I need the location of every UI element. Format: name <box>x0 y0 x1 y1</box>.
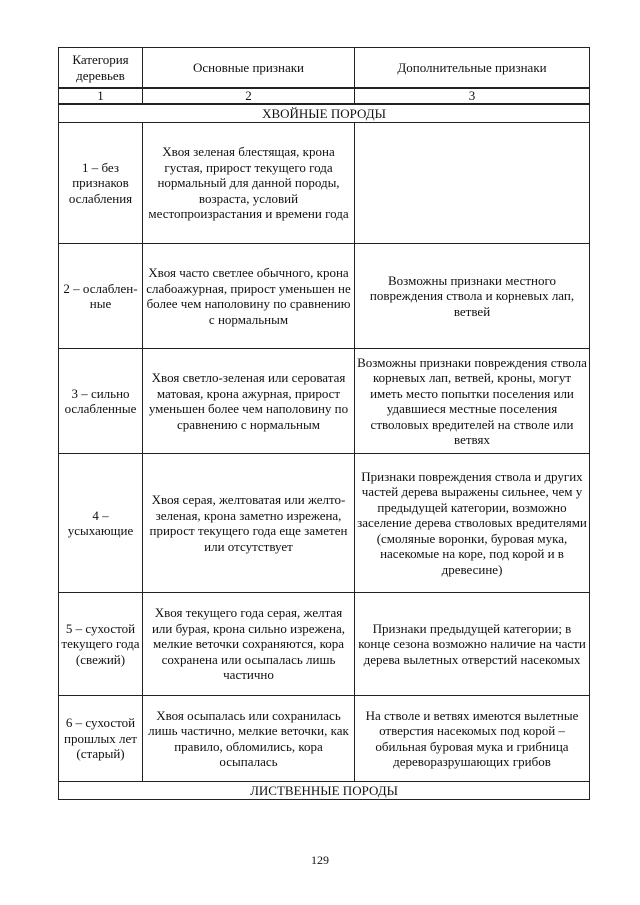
category-cell: 1 – без признаков ослабления <box>59 123 143 244</box>
main-signs-cell: Хвоя осыпалась или сохранилась лишь частично, мелкие веточки, как правило, обломились, кора осыпалась <box>143 696 355 782</box>
section-title-deciduous: ЛИСТВЕННЫЕ ПОРОДЫ <box>59 782 590 800</box>
additional-signs-cell: Признаки предыдущей категории; в конце сезона возможно наличие на части дерева вылетных отверстий насекомых <box>355 593 590 696</box>
main-signs-cell: Хвоя часто светлее обычного, крона слабоажурная, прирост уменьшен не более чем наполовину по сравнению с нормальным <box>143 244 355 349</box>
category-cell: 6 – сухостой прошлых лет (старый) <box>59 696 143 782</box>
table-row <box>59 593 590 696</box>
header-category: Категория деревьев <box>59 48 143 89</box>
additional-signs-cell <box>355 123 590 244</box>
section-row-conifers <box>59 104 590 123</box>
header-main-signs: Основные признаки <box>143 48 355 89</box>
category-cell: 3 – сильно ослабленные <box>59 349 143 454</box>
main-signs-cell: Хвоя серая, желтоватая или желто-зеленая, крона заметно изрежена, прирост текущего года еще заметен или отсутствует <box>143 454 355 593</box>
additional-signs-cell: Признаки повреждения ствола и других частей дерева выражены сильнее, чем у предыдущей категории, возможно заселение дерева стволовых вредителями (смоляные воронки, буровая мука, насекомые на коре, под корой и в древесине) <box>355 454 590 593</box>
table-row <box>59 244 590 349</box>
category-cell: 5 – сухостой текущего года (свежий) <box>59 593 143 696</box>
table-row <box>59 696 590 782</box>
additional-signs-cell: На стволе и ветвях имеются вылетные отверстия насекомых под корой – обильная буровая мука и грибница дереворазрушающих грибов <box>355 696 590 782</box>
column-number: 3 <box>355 88 590 104</box>
table-row <box>59 123 590 244</box>
tree-condition-table <box>58 47 590 800</box>
main-signs-cell: Хвоя текущего года серая, желтая или бурая, крона сильно изрежена, мелкие веточки сохраняются, кора сохранена или осыпалась лишь частично <box>143 593 355 696</box>
main-signs-cell: Хвоя светло-зеленая или сероватая матовая, крона ажурная, прирост уменьшен более чем наполовину по сравнению с нормальным <box>143 349 355 454</box>
main-signs-cell: Хвоя зеленая блестящая, крона густая, прирост текущего года нормальный для данной породы, возраста, условий местопроизрастания и времени года <box>143 123 355 244</box>
header-additional-signs: Дополнительные признаки <box>355 48 590 89</box>
category-cell: 4 – усыхающие <box>59 454 143 593</box>
table-row <box>59 349 590 454</box>
column-number: 1 <box>59 88 143 104</box>
column-number-row <box>59 88 590 104</box>
category-cell: 2 – ослаблен-ные <box>59 244 143 349</box>
additional-signs-cell: Возможны признаки повреждения ствола корневых лап, ветвей, кроны, могут иметь место попытки поселения или удавшиеся местные поселения стволовых вредителей на стволе или ветвях <box>355 349 590 454</box>
section-title-conifers: ХВОЙНЫЕ ПОРОДЫ <box>59 104 590 123</box>
column-number: 2 <box>143 88 355 104</box>
section-row-deciduous <box>59 782 590 800</box>
page-number: 129 <box>311 853 329 867</box>
table-header-row <box>59 48 590 89</box>
table-row <box>59 454 590 593</box>
additional-signs-cell: Возможны признаки местного повреждения ствола и корневых лап, ветвей <box>355 244 590 349</box>
